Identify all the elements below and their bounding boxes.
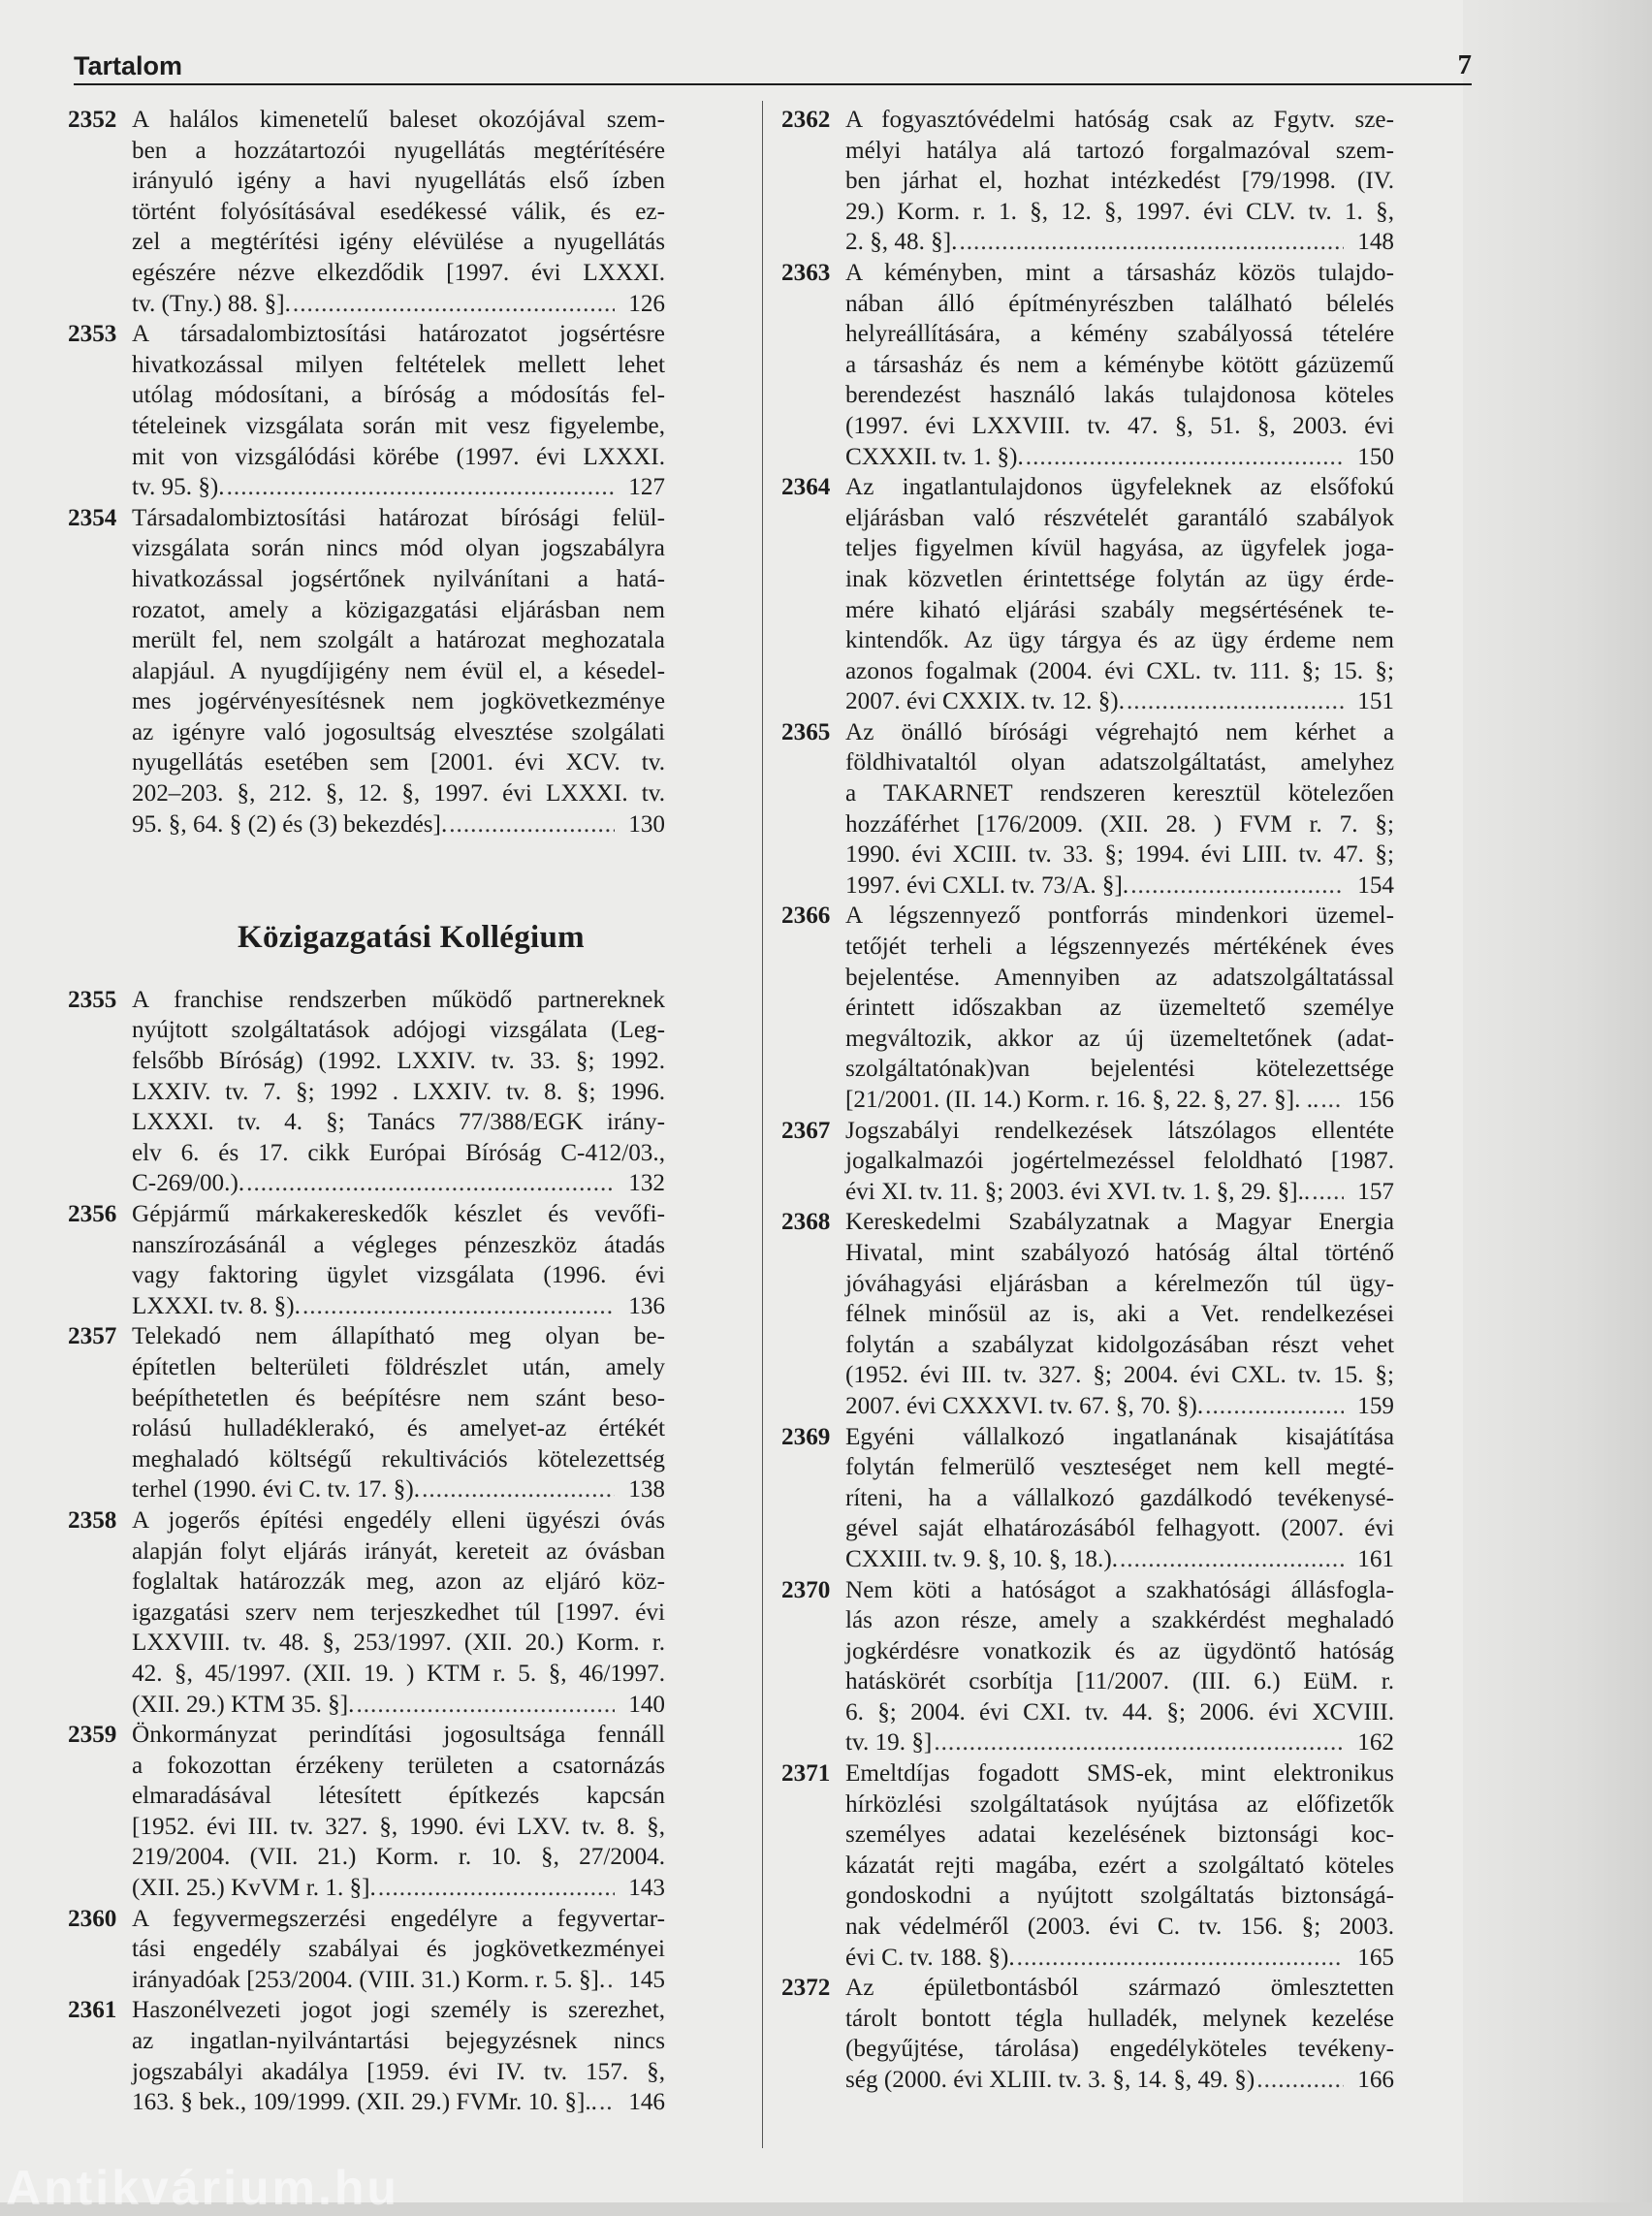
entry-line: földhivataltól olyan adatszolgáltatást, amelyhez [845, 749, 1394, 776]
entry-number: 2358 [68, 1506, 117, 1534]
entry-line: elv 6. és 17. cikk Európai Bíróság C-412/03., [132, 1139, 665, 1166]
entry-last-line [845, 871, 1394, 902]
entry-last-line [845, 1391, 1394, 1422]
entry-line: mes jogérvényesítésnek nem jogkövetkezménye [132, 688, 665, 715]
section-title: Közigazgatási Kollégium [238, 920, 585, 956]
page-number: 7 [1457, 49, 1472, 80]
entry-number: 2365 [781, 718, 831, 745]
toc-entry [781, 1116, 1394, 1208]
toc-entry [68, 1321, 665, 1505]
entry-line: inak közvetlen érintettsége folytán az ügy érde- [845, 565, 1394, 592]
dot-leader [1256, 2065, 1344, 2096]
entry-line: rolású hulladéklerakó, és amelyet-az értékét [132, 1415, 665, 1442]
toc-entry [68, 985, 665, 1199]
entry-text [845, 717, 1394, 871]
toc-entry [68, 1199, 665, 1321]
entry-last-line [845, 1943, 1394, 1974]
dot-leader [356, 1690, 615, 1721]
entry-line: [1952. évi III. tv. 327. §, 1990. évi LXV. tv. 8. §, [132, 1813, 665, 1840]
entry-line: terhel (1990. évi C. tv. 17. §). [132, 1476, 421, 1504]
entry-page-number[interactable]: 159 [1357, 1392, 1394, 1419]
entry-line: hivatkozással jogsértőnek nyilvánítani a hatá- [132, 565, 665, 592]
entry-line: elmaradásával létesített építkezés kapcsán [132, 1783, 665, 1810]
entry-number: 2369 [781, 1423, 831, 1450]
entry-line: beépíthetetlen és beépítésre nem szánt beso- [132, 1384, 665, 1411]
entry-text [845, 1973, 1394, 2065]
toc-entry [68, 1505, 665, 1720]
entry-text [132, 503, 665, 809]
entry-page-number[interactable]: 136 [628, 1292, 665, 1319]
entry-number: 2367 [781, 1117, 831, 1144]
entry-line: mére kiható eljárási szabály megsértésének te- [845, 596, 1394, 623]
entry-page-number[interactable]: 146 [628, 2089, 665, 2116]
entry-line: LXXXI. tv. 4. §; Tanács 77/388/EGK irány- [132, 1109, 665, 1136]
entry-line: lás azon része, amely a szakkérdést meghaladó [845, 1607, 1394, 1634]
entry-line: ben a hozzátartozói nyugellátás megtérítésére [132, 137, 665, 164]
entry-line: Társadalombiztosítási határozat bírósági felül- [132, 504, 665, 531]
entry-last-line [845, 442, 1394, 473]
entry-text [845, 105, 1394, 227]
toc-list-left-top [68, 105, 665, 839]
entry-line: tetőjét terheli a légszennyezés mértékének éves [845, 934, 1394, 961]
entry-line: nyugellátás esetében sem [2001. évi XCV. tv. [132, 749, 665, 776]
toc-list-right [781, 105, 1394, 2096]
entry-last-line [845, 1727, 1394, 1758]
entry-line: A fegyvermegszerzési engedélyre a fegyvertar- [132, 1905, 665, 1932]
entry-last-line [845, 1544, 1394, 1575]
entry-last-line [132, 2087, 665, 2118]
entry-line: C-269/00.). [132, 1170, 245, 1197]
entry-number: 2370 [781, 1576, 831, 1603]
entry-text [132, 319, 665, 472]
dot-leader [293, 289, 615, 320]
entry-line: zel a megtérítési igény elévülése a nyugellátás [132, 229, 665, 256]
entry-line: Nem köti a hatóságot a szakhatósági állásfogla- [845, 1576, 1394, 1603]
entry-page-number[interactable]: 165 [1357, 1944, 1394, 1971]
entry-line: meghaladó költségű rekultivációs kötelezettség [132, 1445, 665, 1472]
toc-entry [781, 258, 1394, 472]
entry-line: A kéményben, mint a társasház közös tulajdo- [845, 259, 1394, 286]
entry-page-number[interactable]: 145 [628, 1966, 665, 1993]
entry-number: 2372 [781, 1975, 831, 2002]
entry-number: 2366 [781, 902, 831, 930]
entry-line: A fogyasztóvédelmi hatóság csak az Fgytv. sze- [845, 107, 1394, 133]
entry-line: Egyéni vállalkozó ingatlanának kisajátítása [845, 1423, 1394, 1450]
toc-list-left-bottom [68, 985, 665, 2118]
entry-line: 163. § bek., 109/1999. (XII. 29.) FVMr. 10. §].. [132, 2089, 597, 2116]
watermark: Antikvárium.hu [6, 2161, 399, 2215]
toc-entry [781, 901, 1394, 1115]
entry-number: 2360 [68, 1905, 117, 1932]
toc-entry [781, 1422, 1394, 1575]
entry-last-line [132, 1291, 665, 1322]
dot-leader [449, 809, 615, 840]
entry-line: tási engedély szabályai és jogkövetkezményei [132, 1936, 665, 1963]
dot-leader [1127, 686, 1344, 717]
entry-line: a társasház és nem a kéménybe kötött gázüzemű [845, 351, 1394, 378]
entry-page-number[interactable]: 150 [1357, 443, 1394, 470]
entry-line: bejelentése. Amennyiben az adatszolgáltatással [845, 964, 1394, 991]
dot-leader [1120, 1544, 1344, 1575]
entry-line: szolgáltatónak)van bejelentési kötelezettsége [845, 1056, 1394, 1083]
entry-page-number[interactable]: 130 [628, 810, 665, 838]
entry-line: foglaltak határozzák meg, azon az eljáró köz- [132, 1568, 665, 1596]
entry-line: az ingatlan-nyilvántartási bejegyzésnek nincs [132, 2028, 665, 2055]
entry-line: 2. §, 48. §]. [845, 229, 958, 256]
entry-line: építetlen belterületi földrészlet után, amely [132, 1353, 665, 1380]
entry-line: LXXVIII. tv. 48. §, 253/1997. (XII. 20.) Korm. r. [132, 1630, 665, 1657]
entry-line: a fokozottan érzékeny területen a csatornázás [132, 1752, 665, 1779]
entry-line: Kereskedelmi Szabályzatnak a Magyar Energia [845, 1209, 1394, 1236]
entry-line: hivatkozással milyen feltételek mellett lehet [132, 351, 665, 378]
entry-line: gondoskodni a nyújtott szolgáltatás biztonságá- [845, 1883, 1394, 1910]
toc-entry [781, 1973, 1394, 2095]
entry-last-line [132, 809, 665, 840]
entry-line: helyreállítására, a kémény szabályossá tételére [845, 321, 1394, 348]
dot-leader [1017, 1943, 1344, 1974]
toc-entry [68, 1720, 665, 1904]
entry-text [845, 1207, 1394, 1391]
entry-line: személyes adatai kezelésének biztonsági koc- [845, 1821, 1394, 1849]
entry-line: alapjául. A nyugdíjigény nem évül el, a késedel- [132, 657, 665, 684]
entry-page-number[interactable]: 138 [628, 1476, 665, 1504]
entry-last-line [132, 289, 665, 320]
entry-line: igazgatási szerv nem terjeszkedhet túl [1997. évi [132, 1599, 665, 1626]
entry-line: ben járhat el, hozhat intézkedést [79/1998. (IV. [845, 168, 1394, 195]
entry-line: merült fel, nem szolgált a határozat meghozatala [132, 627, 665, 654]
entry-line: irányadóak [253/2004. (VIII. 31.) Korm. r. 5. §]. [132, 1966, 606, 1993]
entry-line: évi C. tv. 188. §). [845, 1944, 1015, 1971]
entry-number: 2353 [68, 321, 117, 348]
entry-line: hozzáférhet [176/2009. (XII. 28. ) FVM r. 7. §; [845, 810, 1394, 838]
entry-number: 2352 [68, 107, 117, 133]
entry-last-line [845, 2065, 1394, 2096]
entry-line: CXXXII. tv. 1. §). [845, 443, 1024, 470]
entry-line: 1997. évi CXLI. tv. 73/A. §]. [845, 871, 1129, 899]
entry-line: utólag módosítani, a bíróság a módosítás fel- [132, 382, 665, 409]
entry-line: 202–203. §, 212. §, 12. §, 1997. évi LXXXI. tv. [132, 780, 665, 807]
dot-leader [607, 1965, 615, 1996]
entry-last-line [132, 472, 665, 503]
entry-last-line [132, 1474, 665, 1505]
entry-text [132, 105, 665, 289]
entry-text [132, 1321, 665, 1474]
entry-number: 2371 [781, 1760, 831, 1788]
dot-leader [246, 1168, 615, 1199]
toc-entry [781, 1207, 1394, 1421]
toc-entry [68, 319, 665, 503]
entry-number: 2356 [68, 1201, 117, 1227]
entry-line: folytán felmerülő veszteséget nem kell megté- [845, 1454, 1394, 1481]
entry-text [845, 258, 1394, 442]
entry-page-number[interactable]: 151 [1357, 688, 1394, 715]
dot-leader [378, 1873, 615, 1904]
toc-entry [68, 1995, 665, 2117]
entry-text [132, 1505, 665, 1690]
column-divider [762, 101, 763, 2148]
entry-line: (1952. évi III. tv. 327. §; 2004. évi CXL. tv. 15. §; [845, 1362, 1394, 1389]
entry-line: [21/2001. (II. 14.) Korm. r. 16. §, 22. §, 27. §]. .. [845, 1087, 1319, 1113]
entry-text [132, 1720, 665, 1873]
entry-text [845, 1575, 1394, 1728]
entry-line: kintendők. Az ügy tárgya és az ügy érdeme nem [845, 627, 1394, 654]
entry-line: Az ingatlantulajdonos ügyfeleknek az elsőfokú [845, 474, 1394, 501]
entry-line: folytán a szabályzat kidolgozásában részt vehet [845, 1331, 1394, 1358]
entry-line: 42. §, 45/1997. (XII. 19. ) KTM r. 5. §, 46/1997. [132, 1660, 665, 1687]
dot-leader [1312, 1177, 1344, 1208]
entry-last-line [132, 1873, 665, 1904]
entry-page-number[interactable]: 166 [1357, 2067, 1394, 2093]
entry-line: félnek minősül az is, aki a Vet. rendelkezései [845, 1301, 1394, 1328]
entry-line: tv. (Tny.) 88. §]. [132, 290, 291, 317]
dot-leader [422, 1474, 615, 1505]
entry-line: CXXIII. tv. 9. §, 10. §, 18.). [845, 1545, 1118, 1572]
entry-last-line [132, 1690, 665, 1721]
entry-line: jogkérdésre vonatkozik és az ügydöntő hatóság [845, 1637, 1394, 1664]
entry-last-line [845, 1085, 1394, 1116]
right-column [781, 105, 1394, 2096]
entry-line: berendezést használó lakás tulajdonosa köteles [845, 382, 1394, 409]
entry-page-number[interactable]: 162 [1357, 1729, 1394, 1757]
entry-line: jogalkalmazói jogértelmezéssel feloldható [1987. [845, 1148, 1394, 1175]
entry-page-number[interactable]: 161 [1357, 1545, 1394, 1572]
entry-last-line [132, 1168, 665, 1199]
entry-line: történt folyósításával esedékessé válik, és ez- [132, 198, 665, 225]
entry-line: tv. 95. §). [132, 474, 225, 501]
entry-line: vagy faktoring ügylet vizsgálata (1996. évi [132, 1262, 665, 1289]
entry-line: 219/2004. (VII. 21.) Korm. r. 10. §, 27/2004. [132, 1844, 665, 1871]
entry-text [132, 1904, 665, 1965]
entry-number: 2361 [68, 1997, 117, 2024]
entry-number: 2357 [68, 1323, 117, 1350]
entry-line: (XII. 29.) KTM 35. §]. [132, 1691, 355, 1718]
entry-line: irányuló igény a havi nyugellátás első ízben [132, 168, 665, 195]
entry-line: a TAKARNET rendszeren keresztül kötelezően [845, 780, 1394, 807]
entry-text [132, 985, 665, 1169]
entry-line: hatáskörét csorbítja [11/2007. (III. 6.) EüM. r. [845, 1668, 1394, 1695]
entry-line: (begyűjtése, tárolása) engedélyköteles tevékeny- [845, 2036, 1394, 2063]
entry-line: 2007. évi CXXXVI. tv. 67. §, 70. §). [845, 1392, 1204, 1419]
entry-line: Hivatal, mint szabályozó hatóság által történő [845, 1239, 1394, 1266]
entry-line: nanszírozásánál a végleges pénzeszköz átadás [132, 1231, 665, 1258]
entry-line: 95. §, 64. § (2) és (3) bekezdés]. [132, 810, 448, 838]
entry-line: 2007. évi CXXIX. tv. 12. §). [845, 688, 1125, 715]
entry-line: mit von vizsgálódási körébe (1997. évi LXXXI. [132, 443, 665, 470]
entry-line: Emeltdíjas fogadott SMS-ek, mint elektronikus [845, 1760, 1394, 1788]
entry-line: Haszonélvezeti jogot jogi személy is szerezhet, [132, 1997, 665, 2024]
left-column [68, 105, 665, 2118]
entry-line: A társadalombiztosítási határozatot jogsértésre [132, 321, 665, 348]
entry-line: jóváhagyási eljárásban a kérelmezőn túl ügy- [845, 1270, 1394, 1297]
entry-line: A jogerős építési engedély elleni ügyészi óvás [132, 1506, 665, 1534]
entry-last-line [845, 686, 1394, 717]
entry-line: évi XI. tv. 11. §; 2003. évi XVI. tv. 1. §, 29. §].. [845, 1178, 1311, 1205]
entry-line: 29.) Korm. r. 1. §, 12. §, 1997. évi CLV. tv. 1. §, [845, 198, 1394, 225]
entry-line: gével saját elhatározásából felhagyott. (2007. évi [845, 1515, 1394, 1542]
entry-line: eljárásban való részvételét garantáló szabályok [845, 504, 1394, 531]
entry-line: tárolt bontott tégla hulladék, melynek kezelése [845, 2005, 1394, 2032]
entry-page-number[interactable]: 143 [628, 1875, 665, 1902]
dot-leader [1130, 871, 1344, 902]
running-header [74, 50, 1472, 85]
entry-text [132, 1199, 665, 1291]
entry-page-number[interactable]: 140 [628, 1691, 665, 1718]
entry-line: LXXIV. tv. 7. §; 1992 . LXXIV. tv. 8. §; 1996. [132, 1078, 665, 1105]
entry-line: LXXXI. tv. 8. §). [132, 1292, 301, 1319]
toc-entry [68, 503, 665, 840]
dot-leader [302, 1291, 615, 1322]
entry-number: 2355 [68, 986, 117, 1013]
entry-line: vizsgálata során nincs mód olyan jogszabályra [132, 535, 665, 562]
entry-page-number[interactable]: 127 [628, 474, 665, 501]
entry-line: azonos fogalmak (2004. évi CXL. tv. 111. §; 15. §; [845, 657, 1394, 684]
dot-leader [959, 227, 1344, 258]
entry-page-number[interactable]: 148 [1357, 229, 1394, 256]
entry-line: Jogszabályi rendelkezések látszólagos ellentéte [845, 1117, 1394, 1144]
entry-line: Önkormányzat perindítási jogosultsága fennáll [132, 1722, 665, 1749]
toc-entry [781, 105, 1394, 258]
toc-entry [781, 1575, 1394, 1759]
entry-line: Telekadó nem állapítható meg olyan be- [132, 1323, 665, 1350]
entry-line: (1997. évi LXXVIII. tv. 47. §, 51. §, 2003. évi [845, 412, 1394, 439]
entry-number: 2362 [781, 107, 831, 133]
toc-entry [68, 1904, 665, 1996]
entry-line: 6. §; 2004. évi CXI. tv. 44. §; 2006. évi XCVIII. [845, 1698, 1394, 1725]
dot-leader [1205, 1391, 1344, 1422]
entry-page-number[interactable]: 132 [628, 1170, 665, 1197]
entry-line: ség (2000. évi XLIII. tv. 3. §, 14. §, 49. §) [845, 2067, 1255, 2093]
entry-line: nyújtott szolgáltatások adójogi vizsgálata (Leg- [132, 1017, 665, 1044]
entry-text [845, 901, 1394, 1085]
entry-page-number[interactable]: 126 [628, 290, 665, 317]
entry-last-line [845, 1177, 1394, 1208]
toc-entry [781, 472, 1394, 717]
entry-number: 2364 [781, 474, 831, 501]
entry-page-number[interactable]: 154 [1357, 871, 1394, 899]
entry-line: Az önálló bírósági végrehajtó nem kérhet a [845, 718, 1394, 745]
entry-line: megváltozik, akkor az új üzemeltetőnek (adat- [845, 1025, 1394, 1052]
entry-line: 1990. évi XCIII. tv. 33. §; 1994. évi LIII. tv. 47. §; [845, 841, 1394, 869]
entry-line: A légszennyező pontforrás mindenkori üzemel- [845, 902, 1394, 930]
dot-leader [934, 1727, 1344, 1758]
toc-entry [781, 717, 1394, 902]
entry-line: kázatát rejti magába, ezért a szolgáltató köteles [845, 1852, 1394, 1879]
facing-page-edge [1463, 0, 1652, 2202]
entry-line: felsőbb Bíróság) (1992. LXXIV. tv. 33. §; 1992. [132, 1048, 665, 1075]
toc-entry [781, 1758, 1394, 1973]
entry-line: jogszabályi akadálya [1959. évi IV. tv. 157. §, [132, 2058, 665, 2085]
entry-line: egészére nézve elkezdődik [1997. évi LXXXI. [132, 259, 665, 286]
entry-line: érintett időszakban az üzemeltető személye [845, 995, 1394, 1022]
entry-line: az igényre való jogosultság elvesztése szolgálati [132, 718, 665, 745]
entry-line: Gépjármű márkakereskedők készlet és vevőfi- [132, 1201, 665, 1227]
entry-number: 2359 [68, 1722, 117, 1749]
entry-line: A franchise rendszerben működő partnereknek [132, 986, 665, 1013]
entry-last-line [132, 1965, 665, 1996]
entry-line: teljes figyelmen kívül hagyása, az ügyfelek joga- [845, 535, 1394, 562]
entry-text [845, 472, 1394, 686]
entry-page-number[interactable]: 157 [1357, 1178, 1394, 1205]
entry-line: hírközlési szolgáltatások nyújtása az előfizetők [845, 1790, 1394, 1818]
entry-number: 2354 [68, 504, 117, 531]
entry-line: mélyi hatálya alá tartozó forgalmazóval szem- [845, 137, 1394, 164]
dot-leader [227, 472, 615, 503]
entry-number: 2363 [781, 259, 831, 286]
entry-page-number[interactable]: 156 [1357, 1087, 1394, 1113]
entry-line: Az épületbontásból származó ömlesztetten [845, 1975, 1394, 2002]
entry-last-line [845, 227, 1394, 258]
dot-leader [1320, 1085, 1344, 1116]
entry-text [132, 1995, 665, 2087]
entry-line: A halálos kimenetelű baleset okozójával szem- [132, 107, 665, 133]
entry-line: alapján folyt eljárás irányát, kereteit az óvásban [132, 1537, 665, 1565]
entry-line: tv. 19. §] [845, 1729, 933, 1757]
entry-line: tételeinek vizsgálata során mit vesz figyelembe, [132, 412, 665, 439]
header-title: Tartalom [74, 51, 183, 80]
entry-line: ríteni, ha a vállalkozó gazdálkodó tevékenysé- [845, 1484, 1394, 1511]
toc-entry [68, 105, 665, 319]
entry-line: (XII. 25.) KvVM r. 1. §]. [132, 1875, 376, 1902]
entry-number: 2368 [781, 1209, 831, 1236]
entry-text [845, 1758, 1394, 1943]
entry-line: rozatot, amely a közigazgatási eljárásban nem [132, 596, 665, 623]
dot-leader [1026, 442, 1344, 473]
dot-leader [599, 2087, 615, 2118]
entry-text [845, 1422, 1394, 1544]
entry-text [845, 1116, 1394, 1177]
entry-line: nak védelméről (2003. évi C. tv. 156. §; 2003. [845, 1914, 1394, 1941]
entry-line: nában álló építményrészben található bélelés [845, 290, 1394, 317]
